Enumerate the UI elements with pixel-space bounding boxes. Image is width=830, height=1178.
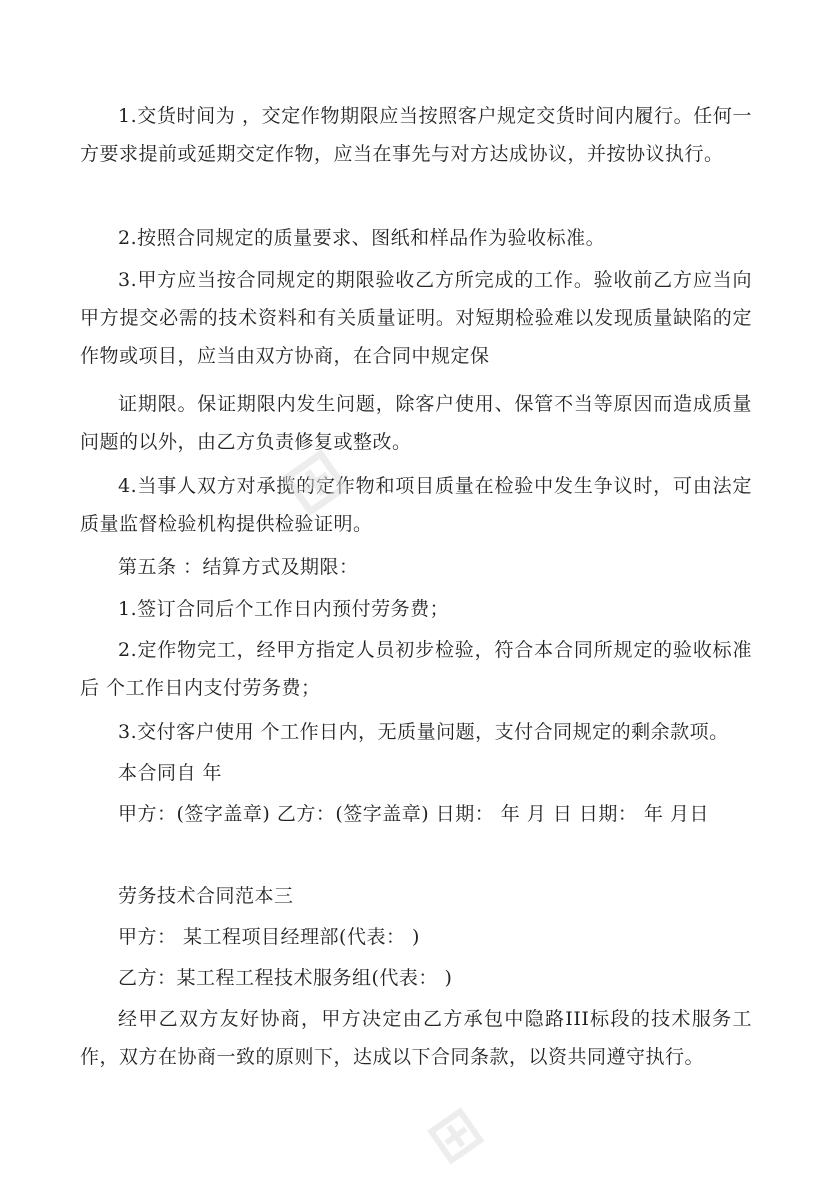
watermark-mark: ⊞ bbox=[266, 430, 362, 532]
paragraph-dispute: 4.当事人双方对承揽的定作物和项目质量在检验中发生争议时，可由法定质量监督检验机构提供检验证明。 bbox=[80, 475, 752, 535]
paragraph-article-five: 第五条 ：结算方式及期限： bbox=[118, 556, 359, 578]
paragraph-delivery-time: 1.交货时间为 ，交定作物期限应当按照客户规定交货时间内履行。任何一方要求提前或延期交定作物，应当在事先与对方达成协议，并按协议执行。 bbox=[80, 105, 752, 165]
paragraph-agreement: 经甲乙双方友好协商，甲方决定由乙方承包中隐路III标段的技术服务工作，双方在协商一致的原则下，达成以下合同条款，以资共同遵守执行。 bbox=[80, 1008, 752, 1068]
paragraph-contract-title: 劳务技术合同范本三 bbox=[118, 885, 294, 907]
paragraph-acceptance: 3.甲方应当按合同规定的期限验收乙方所完成的工作。验收前乙方应当向甲方提交必需的技术资料和有关质量证明。对短期检验难以发现质量缺陷的定作物或项目，应当由双方协商，在合同中规定保 bbox=[80, 269, 752, 367]
paragraph-effective: 本合同自 年 bbox=[118, 762, 223, 784]
paragraph-signatures: 甲方：(签字盖章) 乙方：(签字盖章) 日期： 年 月 日 日期： 年 月日 bbox=[118, 803, 709, 825]
paragraph-party-b: 乙方：某工程工程技术服务组(代表： ) bbox=[118, 967, 453, 989]
paragraph-payment-1: 1.签订合同后个工作日内预付劳务费； bbox=[118, 598, 450, 620]
paragraph-party-a: 甲方： 某工程项目经理部(代表： ) bbox=[118, 926, 420, 948]
paragraph-warranty: 证期限。保证期限内发生问题，除客户使用、保管不当等原因而造成质量问题的以外，由乙方负责修复或整改。 bbox=[80, 393, 752, 453]
watermark-mark-bottom: ⊞ bbox=[414, 1091, 496, 1178]
paragraph-payment-3: 3.交付客户使用 个工作日内，无质量问题，支付合同规定的剩余款项。 bbox=[118, 721, 729, 743]
paragraph-quality-standard: 2.按照合同规定的质量要求、图纸和样品作为验收标准。 bbox=[118, 227, 606, 249]
paragraph-payment-2: 2.定作物完工，经甲方指定人员初步检验，符合本合同所规定的验收标准后 个工作日内支付劳务费； bbox=[80, 639, 752, 699]
